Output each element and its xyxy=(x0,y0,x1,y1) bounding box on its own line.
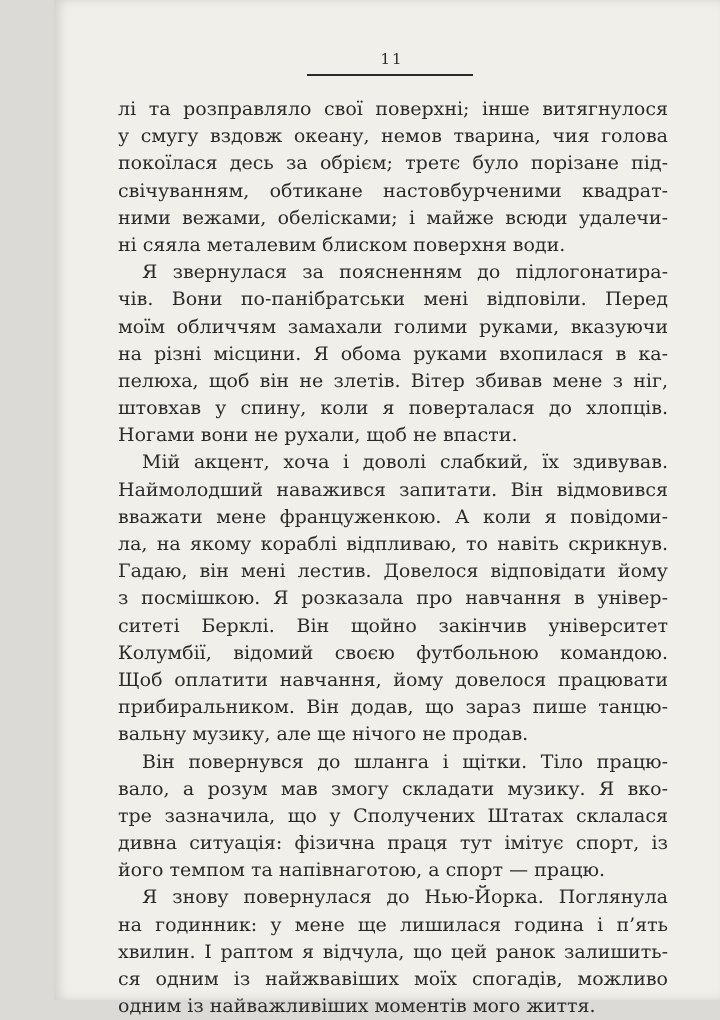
text-line: Гадаю, він мені лестив. Довелося відповідати йому xyxy=(118,560,668,583)
text-line: вальну музику, але ще нічого не продав. xyxy=(118,723,529,746)
text-line: ся одним із найжвавіших моїх спогадів, можливо xyxy=(118,968,668,990)
text-line: штовхав у спину, коли я поверталася до хлопців. xyxy=(118,397,668,420)
paragraph xyxy=(118,449,668,748)
header-rule xyxy=(307,74,473,76)
text-line: покоїлася десь за обрієм; третє було порізане під- xyxy=(118,152,668,175)
text-line: моїм обличчям замахали голими руками, вказуючи xyxy=(118,315,668,338)
text-line: на годинник: у мене ще лишилася година і п’ять xyxy=(118,913,668,936)
text-line: ла, на якому кораблі відпливаю, то навіть скрикнув. xyxy=(118,533,668,555)
text-line: Мій акцент, хоча і доволі слабкий, їх здивував. xyxy=(142,451,668,474)
text-line: вважати мене француженкою. А коли я повідоми- xyxy=(118,505,668,528)
text-line: хвилин. І раптом я відчула, що цей ранок залишить- xyxy=(118,940,668,963)
text-line: Ногами вони не рухали, щоб не впасти. xyxy=(118,424,518,447)
text-line: чів. Вони по-панібратськи мені відповіли. Перед xyxy=(118,288,668,311)
text-line: ситеті Берклі. Він щойно закінчив університет xyxy=(118,614,668,637)
text-line: пелюха, щоб він не злетів. Вітер збивав мене з ніг, xyxy=(118,369,668,392)
text-line: одним із найважливіших моментів мого життя. xyxy=(118,995,596,1018)
text-line: тре зазначила, що у Сполучених Штатах склалася xyxy=(118,804,668,827)
text-line: Колумбії, відомий своєю футбольною командою. xyxy=(118,641,668,664)
text-line: вало, а розум мав змогу складати музику. Я вко- xyxy=(118,777,668,800)
paragraph xyxy=(118,96,668,259)
text-line: його темпом та напівнаготою, а спорт — працю. xyxy=(118,859,606,882)
text-line: з посмішкою. Я розказала про навчання в універ- xyxy=(118,587,668,610)
text-line: ними вежами, обелісками; і майже всюди удалечи- xyxy=(118,206,668,229)
text-line: Наймолодший наважився запитати. Він відмовився xyxy=(118,478,668,501)
text-line: на різні місцини. Я обома руками вхопилася в ка- xyxy=(118,342,668,365)
text-line: Я знову повернулася до Нью-Йорка. Поглянула xyxy=(142,886,668,909)
text-line: Він повернувся до шланга і щітки. Тіло працю- xyxy=(142,750,668,773)
text-line: у смугу вздовж океану, немов тварина, чия голова xyxy=(118,125,668,148)
book-page xyxy=(54,0,720,1018)
text-line: лі та розправляло свої поверхні; інше витягнулося xyxy=(118,98,668,120)
paragraph xyxy=(118,259,668,449)
text-line: ні сяяла металевим блиском поверхня води. xyxy=(118,233,566,256)
text-line: дивна ситуація: фізична праця тут імітує спорт, із xyxy=(118,832,668,855)
text-line: свічуванням, обтикане настовбурченими квадрат- xyxy=(118,179,668,202)
text-line: Я звернулася за поясненням до підлогонатира- xyxy=(142,261,668,284)
text-line: Щоб оплатити навчання, йому довелося працювати xyxy=(118,668,668,691)
text-line: прибиральником. Він додав, що зараз пише танцю- xyxy=(118,696,668,719)
page-number: 11 xyxy=(380,50,404,68)
body-text xyxy=(118,96,668,1020)
paragraph xyxy=(118,749,668,885)
